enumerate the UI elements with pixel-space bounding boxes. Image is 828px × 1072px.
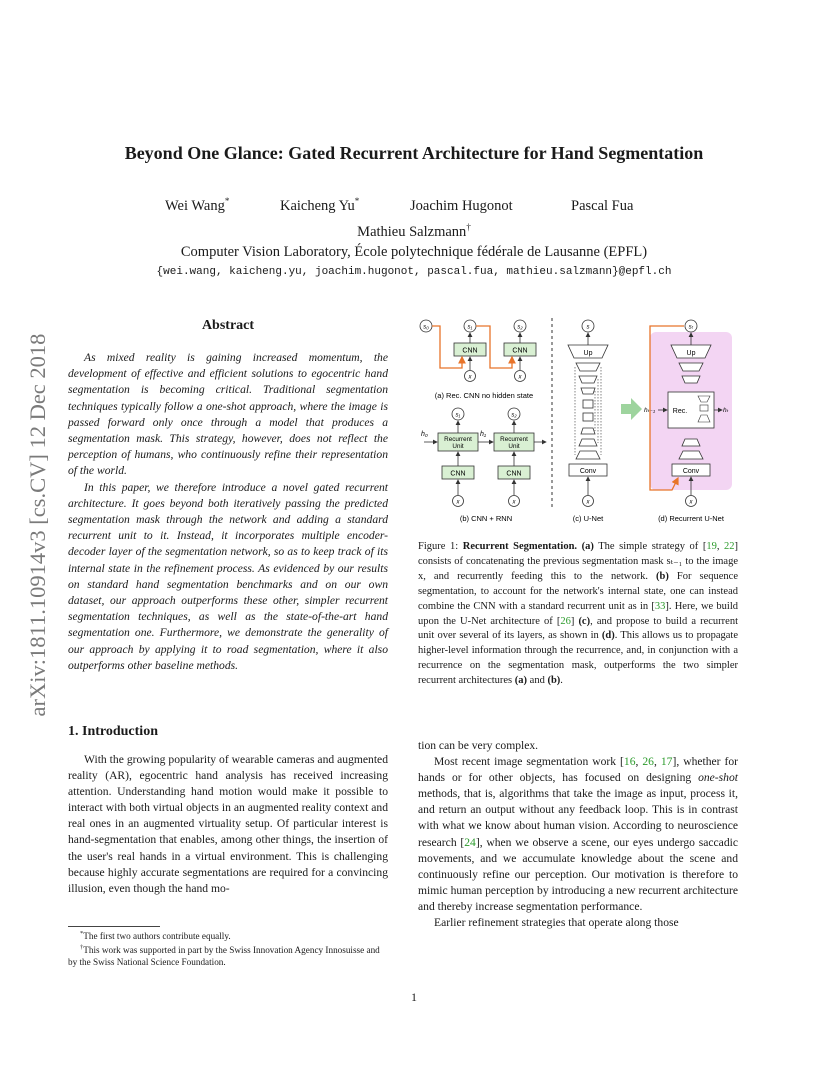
svg-text:CNN: CNN	[450, 470, 466, 478]
author-emails: {wei.wang, kaicheng.yu, joachim.hugonot, pascal.fua, mathieu.salzmann}@epfl.ch	[156, 266, 672, 278]
subfigure-a-caption: (a) Rec. CNN no hidden state	[434, 391, 534, 400]
x-label: x	[468, 374, 472, 381]
s2-label: s₂	[511, 412, 517, 419]
intro-left-column	[68, 752, 388, 897]
intro-paragraph: Earlier refinement strategies that operate along those	[434, 916, 679, 930]
svg-text:x: x	[586, 499, 590, 506]
cnn-label: CNN	[512, 347, 528, 355]
author-3: Joachim Hugonot	[410, 197, 513, 214]
subfigure-d-caption: (d) Recurrent U-Net	[658, 514, 724, 523]
abstract-paragraph: As mixed reality is gaining increased momentum, the development of effective and efficient solutions to egocentric hand segmentation is becoming critical. Traditional segmentation techniques typically follow a one-shot approach, where the image is passed forward only once through a model that produces a segmentation mask. This strategy, however, does not reflect the perception of humans, who continuously refine their representation of the world.	[68, 351, 388, 478]
x-label: x	[518, 374, 522, 381]
affiliation: Computer Vision Laboratory, École polytechnique fédérale de Lausanne (EPFL)	[180, 244, 648, 260]
svg-text:Recurrent: Recurrent	[444, 436, 472, 443]
footnote-1: *The first two authors contribute equally.	[80, 930, 231, 942]
svg-text:s: s	[586, 324, 590, 331]
subfigure-d	[644, 320, 732, 523]
svg-text:Rec.: Rec.	[672, 408, 688, 415]
intro-paragraph-continued: tion can be very complex.	[418, 739, 539, 752]
footnote-2: †This work was supported in part by the Swiss Innovation Agency Innosuisse and by the Swiss National Science Foundation.	[68, 944, 380, 968]
author-5: Mathieu Salzmann†	[357, 222, 471, 240]
svg-text:Up: Up	[583, 350, 593, 357]
s1-label: s₁	[467, 324, 473, 331]
subfigure-b-caption: (b) CNN + RNN	[459, 514, 513, 523]
intro-right-column	[418, 738, 738, 931]
svg-text:Unit: Unit	[508, 443, 520, 450]
cnn-label: CNN	[462, 347, 478, 355]
svg-text:Recurrent: Recurrent	[500, 436, 528, 443]
svg-text:x: x	[512, 499, 516, 506]
h0-label: h₀	[421, 431, 428, 438]
abstract-body	[68, 350, 388, 674]
author-1: Wei Wang*	[165, 196, 230, 214]
green-arrow	[621, 398, 642, 420]
h1-label: h₁	[480, 431, 487, 438]
svg-text:Up: Up	[686, 350, 696, 357]
svg-text:sₜ: sₜ	[688, 324, 694, 331]
svg-text:CNN: CNN	[506, 470, 522, 478]
section-heading-introduction: 1. Introduction	[68, 724, 158, 739]
s1-label: s₁	[455, 412, 461, 419]
s0-label: s₀	[423, 324, 429, 331]
author-4: Pascal Fua	[571, 197, 634, 214]
subfigure-c	[568, 320, 608, 523]
page-number: 1	[411, 990, 417, 1004]
intro-paragraph: With the growing popularity of wearable cameras and augmented reality (AR), egocentric hand analysis has received increasing attention. Understanding hand motion would make it possible to interact with both virtual objects in an augmented reality context and real ones in an augmented virtuality setup. Of particular interest is hand-segmentation that enables, among other things, the insertion of the user's real hands in a virtual environment. This is challenging because highly accurate segmentations are required for a convincing illusion, even though the hand mo-	[68, 753, 388, 895]
svg-text:Conv: Conv	[579, 468, 597, 475]
svg-text:Unit: Unit	[452, 443, 464, 450]
subfigure-c-caption: (c) U-Net	[572, 514, 604, 523]
abstract-heading: Abstract	[201, 318, 255, 333]
author-2: Kaicheng Yu*	[280, 196, 360, 214]
footnote-rule	[68, 926, 160, 927]
svg-text:Conv: Conv	[682, 468, 700, 475]
figure-1-caption: Figure 1: Recurrent Segmentation. (a) The simple strategy of [19, 22] consists of concatenating the previous segmentation mask sₜ₋₁ to the image x, and recurrently feeding this to the network. (b) For sequence segmentation, to account for the network's internal state, one can instead combine the CNN with a standard recurrent unit as in [33]. Here, we build upon the U-Net architecture of [26] (c), and propose to build a recurrent unit over several of its layers, as shown in (d). This allows us to propagate higher-level information through the recurrence, and, in conjunction with a recurrence on the segmentation mask, outperforms the two simpler recurrent architectures (a) and (b).	[418, 541, 739, 687]
subfigure-b	[421, 408, 546, 523]
abstract-paragraph: In this paper, we therefore introduce a novel gated recurrent architecture. It goes beyond both iteratively passing the predicted segmentation mask through the network and adding a standard recurrent unit to it. Instead, it incorporates multiple encoder-decoder layer of the segmentation network, so as to keep track of its internal state in the refinement process. As evidenced by our results on standard hand segmentation benchmarks and on our own dataset, our approach outperforms these other, simpler recurrent segmentation techniques, as well as the state-of-the-art hand segmentation one. Furthermore, we demonstrate the generality of our approach by applying it to road segmentation, where it also outperforms other baseline methods.	[68, 480, 388, 672]
subfigure-a	[420, 320, 536, 400]
figure-1-diagram	[418, 312, 740, 534]
s2-label: s₂	[517, 324, 523, 331]
ht1-label: hₜ₋₁	[644, 407, 656, 414]
ht-label: hₜ	[723, 407, 729, 414]
intro-paragraph: Most recent image segmentation work [16, 26, 17], whether for hands or for other objects, has focused on designing one-shot methods, that is, algorithms that take the image as input, process it, and return an output without any feedback loop. This is in contrast with what we know about human vision. According to neuroscience research [24], when we observe a scene, our eyes undergo saccadic movements, and we accumulate knowledge about the scene and continuously refine our perception. Our motivation is therefore to mimic human perception by introducing a new recurrent architecture and thereby increase segmentation performance.	[418, 755, 739, 913]
svg-text:x: x	[689, 499, 693, 506]
paper-title: Beyond One Glance: Gated Recurrent Architecture for Hand Segmentation	[124, 143, 704, 163]
footnotes	[68, 928, 388, 968]
svg-text:x: x	[456, 499, 460, 506]
arxiv-sidebar-stamp: arXiv:1811.10914v3 [cs.CV] 12 Dec 2018	[25, 333, 50, 717]
